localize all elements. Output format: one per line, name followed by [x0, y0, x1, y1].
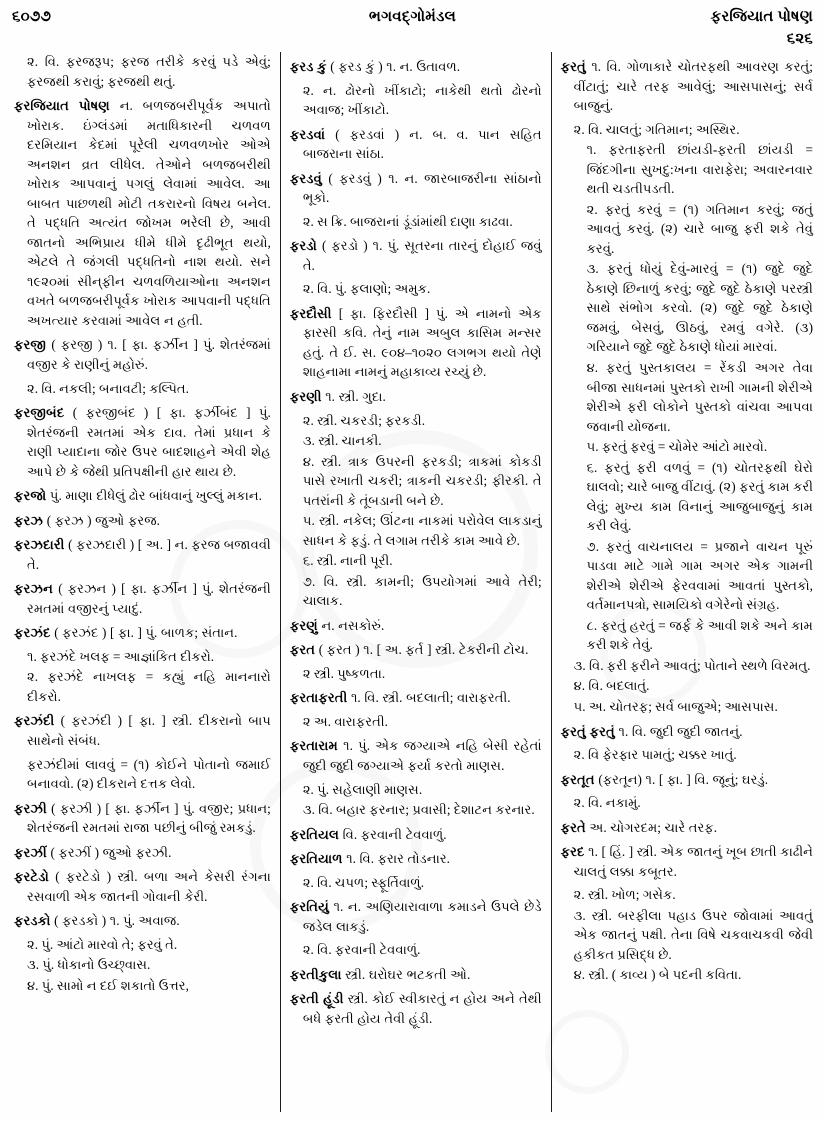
entry-headword: ફરઝ [14, 512, 44, 528]
entry-headword: ફરતું ફરતું [560, 723, 615, 739]
entry-headword: ફરઝી [14, 800, 47, 816]
entry-headword: ફરઝંદ [14, 625, 51, 641]
entry-sense-line: ૮. ફરતું હરતું = જર્ફ કે આવી શકે અને કામ કરી શકે તેવું. [586, 617, 813, 653]
entry-definition-line [561, 770, 813, 790]
entry-body-text: ( ફરડવું ) ૧. ન. જારબાજરીના સાંઠાનો ભૂકો. [302, 170, 542, 206]
dictionary-entry [290, 825, 542, 845]
entry-headword: ફરડવું [289, 170, 322, 186]
entry-definition-line [290, 965, 542, 985]
entry-sense-line: ૨. વિ. નકામું. [573, 795, 641, 811]
entry-definition-line [14, 623, 271, 643]
entry-sense-line: ૧. ફરતાફરતી છાંયડી-ફરતી છાંયડી = જિંદગીના સુખદુ:ખના વારાફેરા; અવારનવાર થતી ચડતીપડતી. [586, 142, 813, 197]
entry-headword: ફરડ કું [289, 59, 327, 74]
entry-sense-line: ૧. ફરઝંદે ખલફ = આજ્ઞાંકિત દીકરો. [27, 648, 215, 664]
entry-sense-line: ૪. સ્ત્રી. ( કાવ્ય ) બે પદની કવિતા. [573, 967, 742, 983]
dictionary-entry [14, 799, 271, 838]
dictionary-entry [290, 616, 542, 636]
entry-definition-line [290, 236, 542, 275]
entry-headword: ફરજી [14, 337, 47, 353]
entry-body-text: ૧. પું. એક જગ્યાએ નહિ બેસી રહેતાં જુદી જુદી જગ્યાએ ફર્યા કરતો માણસ. [302, 738, 542, 773]
entry-definition-line [14, 911, 271, 931]
column-container [0, 52, 825, 1118]
entry-body-text: [ ફા. ફિરદૌસી ] પું. એ નામનો એક ફારસી કવિ. તેનું નામ અબુલ કાસિમ મન્સર હતું. તે ઈ. સ. ૯૦૪–૧૦૨૦ લગભગ થયો તેણે શાહનામા નામનું મહાકાવ્ય રચ્યું છે. [302, 305, 542, 380]
entry-sense-line: ૪. ફરતું પુસ્તકાલય = રેંકડી અગર તેવા બીજા સાધનમાં પુસ્તકો રાખી ગામની શેરીએ શેરીએ ફરી લોકોને પુસ્તકો વાંચવા આપવા જવાની યોજના. [586, 359, 813, 434]
entry-sense-line: ૨. વિ. ફરવાની ટેવવાળું. [302, 942, 421, 958]
entry-body-text: ૧. [ હિં. ] સ્ત્રી. એક જાતનું ખૂબ છાતી કાઢીને ચાલતું લક્કા કબૂતર. [573, 844, 813, 879]
entry-definition-line [290, 616, 542, 636]
dictionary-entry [561, 722, 813, 765]
entry-sense-line: ૨. ફરતું કરવું = (૧) ગતિમાન કરવું; જતું આવતું કરવું. (૨) ચારે બાજુ ફરી શકે તેવું કરવું. [586, 201, 813, 256]
entry-headword: ફરડકો [14, 913, 51, 929]
entry-definition-line [290, 989, 542, 1028]
dictionary-entry [290, 989, 542, 1028]
entry-sense-line: ૨. વિ. નકલી; બનાવટી; કલ્પિત. [27, 380, 189, 396]
entry-headword: ફરટેડો [14, 869, 49, 885]
entry-sense-line: ૪. વિ. બદલાતું. [573, 678, 650, 694]
entry-body-text: ( ફરઝ ) જુઓ ફરજ. [43, 512, 160, 528]
entry-sense-line: ૫. ફરતું ફરવું = ચોમેર આંટો મારવો. [586, 439, 768, 455]
column-middle [280, 52, 552, 1112]
entry-headword: ફરતાફરતી [289, 690, 348, 706]
entry-definition-line [290, 688, 542, 708]
dictionary-entry [290, 849, 542, 892]
entry-definition-line [14, 403, 271, 481]
dictionary-entry [561, 770, 813, 813]
entry-headword: ફરઝંદી [14, 713, 55, 729]
entry-headword: ફરઝીં [14, 844, 47, 860]
entry-headword: ફરઝદારી [14, 537, 65, 553]
column-left [8, 52, 280, 1112]
entry-body-text: ( ફરડકો ) ૧. પું. અવાજ. [50, 913, 180, 929]
entry-definition-line [14, 799, 271, 838]
dictionary-entry [561, 842, 813, 985]
entry-sense-line: ૨. વિ. ચપળ; સ્ફૂર્તિવાળું. [302, 874, 424, 890]
entry-body-text: ( ફરઝી ) [ ફા. ફર્ઝીન ] પું. વજીર; પ્રધાન; શેતરંજની રમતમાં રાજા પછીનું બીજું રમકડું. [27, 800, 271, 836]
entry-definition-line [14, 579, 271, 618]
dictionary-entry [14, 335, 271, 398]
entry-definition-line [561, 818, 813, 838]
entry-headword: ફરદ [560, 844, 585, 860]
entry-definition-line [14, 511, 271, 531]
entry-body-text: પું. માણા દીધેલું ઢોર બાંધવાનું ખુલ્લું મકાન. [46, 488, 262, 504]
entry-headword: ફરણી [289, 388, 322, 404]
entry-body-text: ( ફરડો ) ૧. પું. સૂતરના તારનું દોહાઈ જવું તે. [302, 238, 542, 273]
dictionary-entry [561, 818, 813, 838]
entry-definition-line [290, 736, 542, 775]
entry-definition-line [14, 711, 271, 750]
dictionary-entry [14, 486, 271, 506]
entry-definition-line [14, 96, 271, 330]
right-folio-number: ૬૨૬ [786, 31, 813, 47]
entry-headword: ફરણું [289, 617, 318, 633]
entry-definition-line [561, 722, 813, 742]
entry-sense-line: ૨ સ્ત્રી. પુષ્કળતા. [302, 665, 386, 681]
entry-sense-line: ૨. વિ. ચાલતું; ગતિમાન; અસ્થિર. [573, 121, 740, 137]
dictionary-entry [290, 736, 542, 819]
entry-definition-line [290, 57, 542, 77]
dictionary-entry [14, 623, 271, 706]
dictionary-entry [290, 236, 542, 299]
entry-definition-line [290, 825, 542, 845]
entry-definition-line [290, 849, 542, 869]
entry-sense-line: ૩. સ્ત્રી. બરફીલા પહાડ ઉપર જોવામાં આવતું એક જાતનું પક્ષી. તેના વિષે ચકવાચકવી જેવી હકીકત પ્રસિદ્ધ છે. [573, 907, 813, 962]
entry-body-text: ( ફરઝન ) [ ફા. ફર્ઝીન ] પું. શેતરંજની રમતમાં વજીરનું પ્યાદું. [27, 581, 271, 616]
entry-headword: ફરતિયલ [289, 826, 340, 842]
entry-definition-line [14, 843, 271, 863]
entry-body-text: ૧. ન. અણિયારાવાળા કમાડને ઉપલે છેડે જડેલ લાકડું. [302, 899, 542, 934]
entry-headword: ફરજિયાત પોષણ [14, 98, 110, 114]
entry-body-text: ( ફરઝીં ) જુઓ ફરઝી. [46, 844, 172, 860]
entry-body-text: સ્ત્રી. કોઈ સ્વીકારતું ન હોય અને તેથી બધે ફરતી હોય તેવી હૂંડી. [302, 991, 542, 1026]
entry-sense-line: ૩. પું. ધોકાનો ઉચ્છ્‌વાસ. [27, 957, 151, 973]
dictionary-entry [290, 965, 542, 985]
entry-sense-line: ૩. વિ. ફરી ફરીને આવતું; પોતાને સ્થળે વિરમતુ. [573, 657, 811, 673]
entry-definition-line [14, 486, 271, 506]
entry-headword: ફરત [289, 642, 316, 658]
entry-usage-note: ફરઝંદીમાં લાવવું = (૧) કોઈને પોતાનો જમાઈ બનાવવો. (૨) દીકરાને દત્તક લેવો. [27, 756, 271, 792]
entry-definition-line [290, 125, 542, 164]
entry-headword: ફરતિયું [289, 899, 329, 915]
entry-headword: ફરતીકુલા [289, 966, 342, 982]
dictionary-entry [14, 535, 271, 574]
entry-definition-line [561, 57, 813, 116]
dictionary-entry [290, 897, 542, 960]
entry-body-text: ૧. વિ. ગોળાકારે ચોતરફથી આવરણ કરતું; વીંટાતું; ચારે તરફ આવેલું; આસપાસનું; સર્વ બાજુનું. [573, 59, 813, 114]
entry-body-text: ( ફરઝંદી ) [ ફા. ] સ્ત્રી. દીકરાનો બાપ સાથેનો સંબંધ. [27, 713, 271, 748]
entry-body-text: ( ફરટેડો ) સ્ત્રી. બળા અને કેસરી રંગના રસવાળી એક જાતની ગોવાની કેરી. [27, 869, 271, 904]
entry-sense-line: ૨. વિ. ફરજરૂપ; ફરજ તરીકે કરવું પડે એવું; ફરજથી કરાવું; ફરજથી થતું. [27, 54, 271, 89]
entry-sense-line: ૨. ફરઝંદે નાખલફ = કહ્યું નહિ માનનારો દીકરો. [27, 669, 271, 704]
entry-definition-line [290, 640, 542, 660]
entry-sense-line: ૨. પું. સહેલાણી માણસ. [302, 781, 423, 797]
entry-body-text: ( ફરડ કું ) ૧. ન. ઉતાવળ. [326, 59, 461, 74]
entry-body-text: ન. બળજબરીપૂર્વક અપાતો ખોરાક. ઇંગ્લંડમાં મતાધિકારની ચળવળ દરમિયાન કેદમાં પૂરેલી ચળવળખોર ઓએ અનશન વ્રત લીધેલ. તેઓને બળજબરીથી ખોરાક આપવાનું પગલું લેવામાં આવેલ. આ બાબત પાછળથી મોટી તકરારનો વિષય બનેલ. તે પદ્ધતિ અત્યંત જોખમ ભરેલી છે, આવી જાતનો અભિપ્રાય ધીમે ધીમે દૃઢીભૂત થયો, એટલે તે જંગલી પદ્ધતિનો નાશ થયો. સને ૧૯૨૦માં સીન્‌ફીન ચળવળિયાઓના અનશન વખતે બળજબરીપૂર્વક ખોરાક આપવાની પદ્ધતિ અખત્યાર કરવામાં આવેલ ન હતી. [27, 98, 271, 328]
dictionary-entry [14, 911, 271, 995]
entry-body-text: ( ફરજી ) ૧. [ ફા. ફર્ઝીન ] પું. શેતરંજમાં વજીર કે રાણીનું મહોરું. [27, 337, 271, 372]
catchword-text: ફરજિયાત પોષણ [710, 9, 813, 25]
running-head [0, 0, 825, 52]
entry-body-text: અ. ચોગરદમ; ચારે તરફ. [585, 819, 718, 835]
entry-sense-line: ૨ અ. વારાફરતી. [302, 713, 388, 729]
entry-sense-line: ૨. પું. આંટો મારવો તે; ફરવું તે. [27, 936, 178, 952]
entry-body-text: ૧. સ્ત્રી. ગુદા. [321, 388, 386, 404]
entry-sense-line: ૩. ફરતું ધોયું દેવું-મારવું = (૧) જુદે જુદે ઠેકાણે છિનાળું કરવું; જુદે જુદે ઠેકાણે પરસ્ત્રી સાથે સંભોગ કરવો. (૨) જુદે જુદે ઠેકાણે જમવું, બેસવું, ઊઠવું, રમવું વગેરે. (૩) ગરિયાને જુદે જુદે ઠેકાણે ધોયાં મારવાં. [586, 261, 813, 355]
entry-body-text: ( ફરઝંદ ) [ ફા. ] પું. બાળક; સંતાન. [50, 625, 238, 641]
entry-body-text: ૧. વિ. સ્ત્રી. બદલાતી; વારાફરતી. [347, 690, 511, 706]
dictionary-entry [14, 843, 271, 863]
dictionary-entry [290, 387, 542, 611]
column-right [552, 52, 817, 1112]
entry-definition-line [290, 304, 542, 382]
entry-definition-line [14, 335, 271, 374]
dictionary-entry [14, 579, 271, 618]
entry-headword: ફરદૌસી [289, 305, 332, 321]
entry-body-text: ( ફરડવાં ) ન. બ. વ. પાન સહિત બાજરાના સાંઠા. [302, 126, 542, 162]
entry-headword: ફરડો [289, 238, 317, 254]
entry-body-text: વિ. ફરવાની ટેવવાળું. [339, 826, 447, 842]
entry-sense-line: ૫. અ. ચોતરફ; સર્વ બાજુએ; આસપાસ. [573, 699, 778, 714]
entry-definition-line [290, 169, 542, 208]
entry-headword: ફરતૂત [560, 771, 595, 787]
entry-body-text: સ્ત્રી. ઘરોઘર ભટકતી ઓ. [341, 966, 471, 982]
entry-definition-line [14, 867, 271, 906]
entry-body-text: ૧. વિ. જુદી જુદી જાતનું. [614, 723, 743, 739]
entry-sense-line: ૩. વિ. બહાર ફરનાર; પ્રવાસી; દેશાટન કરનાર. [302, 802, 535, 818]
entry-sense-line: ૨. વિ. પું. ફલાણો; અમુક. [302, 281, 431, 297]
entry-body-text: (ફરતૂન) ૧. [ ફા. ] વિ. જૂનું; ઘરડું. [594, 771, 769, 787]
entry-sense-line: ૨. સ્ત્રી. ચકરડી; ફરકડી. [302, 412, 426, 428]
entry-headword: ફરતારામ [289, 738, 338, 754]
dictionary-entry [290, 125, 542, 164]
right-catchword [711, 8, 813, 48]
entry-definition-line [290, 897, 542, 936]
entry-headword: ફરતિયાળ [289, 851, 343, 867]
dictionary-entry [14, 711, 271, 793]
entry-headword: ફરતી હૂંડી [289, 991, 344, 1007]
entry-body-text: ( ફરઝદારી ) [ અ. ] ન. ફરજ બજાવવી તે. [27, 537, 271, 572]
entry-headword: ફરજીબંદ [14, 405, 65, 421]
dictionary-entry [14, 403, 271, 481]
dictionary-entry [290, 57, 542, 120]
entry-definition-line [290, 387, 542, 407]
entry-headword: ફરતું [560, 59, 586, 74]
entry-body-text: ન. નસકોરું. [317, 617, 385, 633]
entry-headword: ફરઝન [14, 581, 54, 597]
entry-sense-line: ૨. સ ક્રિ. બાજરાનાં ડૂંડાંમાંથી દાણા કાઢવા. [302, 213, 513, 229]
entry-body-text: ( ફરત ) ૧. [ અ. ફર્ત ] સ્ત્રી. ટેકરીની ટોચ. [315, 642, 529, 658]
entry-definition-line [14, 535, 271, 574]
entry-body-text: ( ફરજીબંદ ) [ ફા. ફર્ઝીબંદ ] પું. શેતરંજની રમતમાં એક દાવ. તેમાં પ્રધાન કે રાણી પ્યાદાના જોર ઉપર બાદશાહને એવી શેહ આપે છે કે જેથી પ્રતિપક્ષીની હાર થાય છે. [27, 405, 271, 479]
entry-headword: ફરતે [560, 819, 586, 835]
entry-sense-line: ૩. સ્ત્રી. ચાનકી. [302, 433, 382, 449]
dictionary-entry [290, 169, 542, 232]
entry-sense-line: ૪. સ્ત્રી. ત્રાક ઉપરની ફરકડી; ત્રાકમાં કોકડી પાસે રખાતી ચકરી; ત્રાકની ચકરડી; ફીરકી. તે પતરાંની કે તૂંબડાની બને છે. [302, 453, 542, 508]
dictionary-entry [14, 52, 271, 91]
entry-sense-line: ૨. વિ ફેરફાર પામતું; ચક્કર ખાતું. [573, 747, 737, 763]
dictionary-entry [14, 867, 271, 906]
dictionary-entry [14, 511, 271, 531]
entry-sense-line: ૭. ફરતું વાચનાલય = પ્રજાને વાચન પૂરું પાડવા માટે ગામે ગામ અગર એક ગામની શેરીએ શેરીએ ફેરવવામાં આવતાં પુસ્તકો, વર્તમાનપત્રો, સામયિકો વગેરેનો સંગ્રહ. [586, 538, 813, 613]
dictionary-entry [290, 640, 542, 683]
entry-definition-line [561, 842, 813, 881]
dictionary-title: ભગવદ્‌ગોમંડલ [368, 9, 457, 25]
left-folio-number: ૬૦૭૭ [12, 9, 52, 25]
dictionary-entry [290, 688, 542, 731]
entry-sense-line: ૨. સ્ત્રી. ખોળ; ગસેક. [573, 887, 676, 903]
entry-sense-line: ૬. સ્ત્રી. નાની પૂરી. [302, 553, 393, 569]
dictionary-entry [14, 96, 271, 330]
entry-body-text: ૧. વિ. ફરાર તોડનાર. [342, 851, 450, 867]
entry-sense-line: ૫. સ્ત્રી. નકેલ; ઊંટના નાકમાં પરોવેલ લાકડાનું સાધન કે ફડું. તે લગામ તરીકે કામ આવે છે. [302, 513, 542, 548]
entry-sense-line: ૨. ન. ઢોરનો ખીંકાટો; નાકેથી થતો ઢોરનો અવાજ; ખીંકાટો. [302, 82, 542, 118]
entry-sense-line: ૭. વિ. સ્ત્રી. કામની; ઉપયોગમાં આવે તેરી; ચાલાક. [302, 573, 542, 609]
entry-headword: ફરજો [14, 488, 47, 504]
dictionary-entry [561, 57, 813, 717]
dictionary-entry [290, 304, 542, 382]
entry-sense-line: ૪. પું. સામો ન દઈ શકાતો ઉત્તર, [27, 977, 189, 993]
entry-headword: ફરડવાં [289, 126, 326, 142]
entry-sense-line: ૬. ફરતું ફરી વળવું = (૧) ચોતરફથી ઘેરો ઘાલવો; ચારે બાજુ વીંટાવું. (૨) ફરતું કામ કરી લેવું; મુખ્ય કામ વિનાનું આજુબાજુનું કામ કરી લેવું. [586, 459, 813, 534]
